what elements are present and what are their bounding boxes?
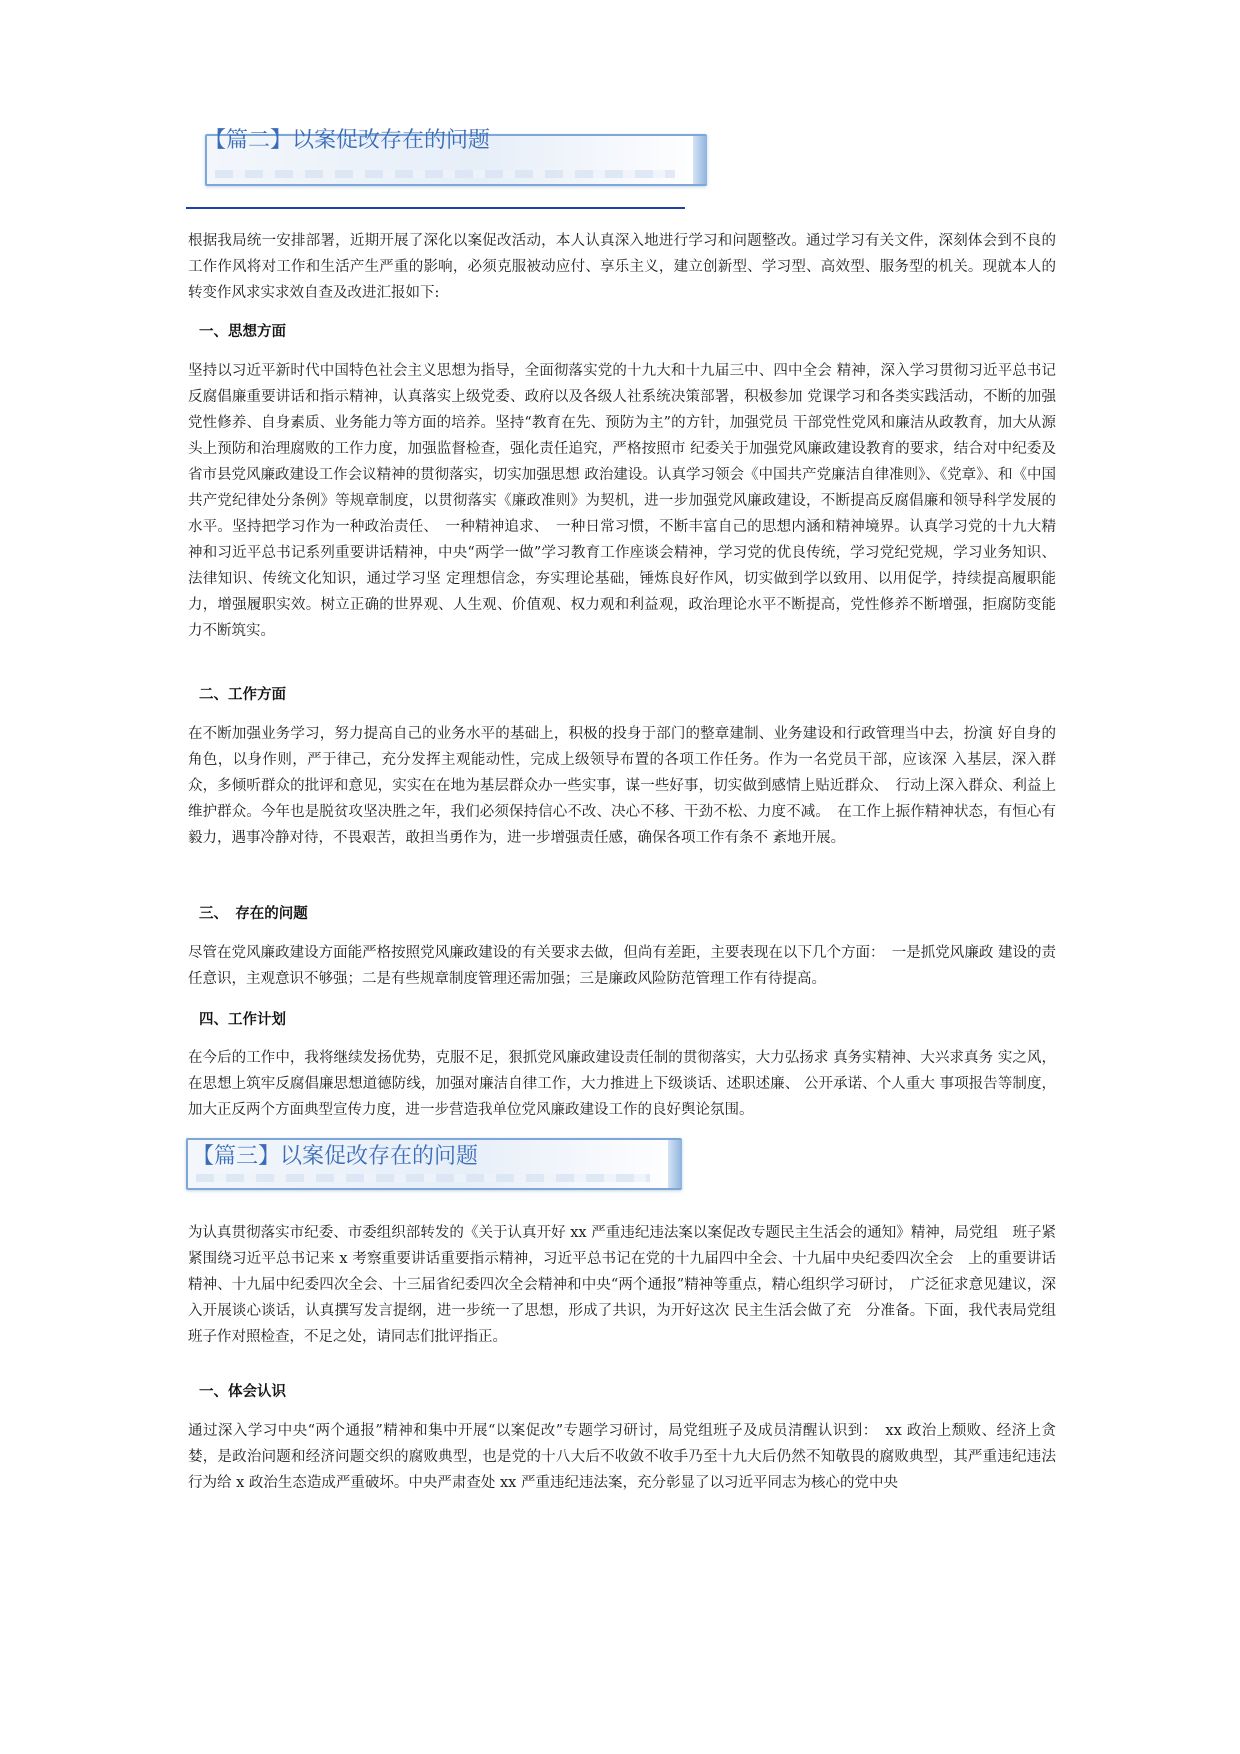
heading-plan: 四、工作计划 (199, 1012, 286, 1028)
paragraph-understanding: 通过深入学习中央“两个通报”精神和集中开展“以案促改”专题学习研讨，局党组班子及成员清醒认识到： xx 政治上颓败、经济上贪婪，是政治问题和经济问题交织的腐败典型，也是党的十八大后不收敛不收手乃至十九大后仍然不知敬畏的腐败典型，其严重违纪违法行为给 x 政治生态造成严重破坏。中央严肃查处 xx 严重违纪违法案，充分彰显了以习近平同志为核心的党中央 (188, 1423, 1056, 1491)
intro-paragraph: 为认真贯彻落实市纪委、市委组织部转发的《关于认真开好 xx 严重违纪违法案以案促改专题民主生活会的通知》精神，局党组 班子紧紧围绕习近平总书记来 x 考察重要讲话重要指示精神，习近平总书记在党的十九届四中全会、十九届中央纪委四次全会 上的重要讲话精神、十九届中纪委四次全会、十三届省纪委四次全会精神和中央“两个通报”精神等重点，精心组织学习研讨， 广泛征求意见建议，深入开展谈心谈话，认真撰写发言提纲，进一步统一了思想，形成了共识，为开好这次 民主生活会做了充 分准备。下面，我代表局党组班子作对照检查，不足之处，请同志们批评指正。 (188, 1225, 1056, 1345)
section-title: 【篇三】以案促改存在的问题 (192, 1144, 479, 1169)
section-title: 【篇二】以案促改存在的问题 (204, 128, 491, 153)
paragraph-plan: 在今后的工作中，我将继续发扬优势，克服不足，狠抓党风廉政建设责任制的贯彻落实，大力弘扬求 真务实精神、大兴求真务 实之风，在思想上筑牢反腐倡廉思想道德防线，加强对廉洁自律工作，大力推进上下级谈话、述职述廉、 公开承诺、个人重大 事项报告等制度，加大正反两个方面典型宣传力度，进一步营造我单位党风廉政建设工作的良好舆论氛围。 (188, 1050, 1056, 1118)
paragraph-thought: 坚持以习近平新时代中国特色社会主义思想为指导，全面彻落实党的十九大和十九届三中、四中全会 精神，深入学习贯彻习近平总书记反腐倡廉重要讲话和指示精神，认真落实上级党委、政府以及各级人社系统决策部署，积极参加 党课学习和各类实践活动，不断的加强党性修养、自身素质、业务能力等方面的培养。坚持“教育在先、预防为主”的方针，加强党员 干部党性党风和廉洁从政教育，加大从源头上预防和治理腐败的工作力度，加强监督检查，强化责任追究，严格按照市 纪委关于加强党风廉政建设教育的要求，结合对中纪委及省市县党风廉政建设工作会议精神的贯彻落实，切实加强思想 政治建设。认真学习领会《中国共产党廉洁自律准则》、《党章》、和《中国共产党纪律处分条例》等规章制度，以贯彻落实《廉政准则》为契机，进一步加强党风廉政建设，不断提高反腐倡廉和领导科学发展的水平。坚持把学习作为一种政治责任、 一种精神追求、 一种日常习惯，不断丰富自己的思想内涵和精神境界。认真学习党的十九大精神和习近平总书记系列重要讲话精神，中央“两学一做”学习教育工作座谈会精神，学习党的优良传统，学习党纪党规，学习业务知识、法律知识、传统文化知识，通过学习坚 定理想信念，夯实理论基础，锤炼良好作风，切实做到学以致用、以用促学，持续提高履职能力，增强履职实效。树立正确的世界观、人生观、价值观、权力观和利益观，政治理论水平不断提高，党性修养不断增强，拒腐防变能力不断筑实。 (188, 363, 1056, 639)
paragraph-problems: 尽管在党风廉政建设方面能严格按照党风廉政建设的有关要求去做，但尚有差距，主要表现在以下几个方面： 一是抓党风廉政 建设的责任意识，主观意识不够强；二是有些规章制度管理还需加强；三是廉政风险防范管理工作有待提高。 (188, 945, 1056, 987)
heading-understanding: 一、体会认识 (199, 1384, 286, 1400)
paragraph-work: 在不断加强业务学习，努力提高自己的业务水平的基础上，积极的投身于部门的整章建制、业务建设和行政管理当中去，扮演 好自身的角色，以身作则，严于律己，充分发挥主观能动性，完成上级领导布置的各项工作任务。作为一名党员干部，应该深 入基层，深入群众，多倾听群众的批评和意见，实实在在地为基层群众办一些实事，谋一些好事，切实做到感情上贴近群众、 行动上深入群众、利益上维护群众。今年也是脱贫攻坚决胜之年，我们必须保持信心不改、决心不移、干劲不松、力度不减。 在工作上振作精神状态，有恒心有毅力，遇事冷静对待，不畏艰苦，敢担当勇作为，进一步增强责任感，确保各项工作有条不 紊地开展。 (188, 726, 1056, 846)
heading-work: 二、工作方面 (199, 687, 286, 703)
intro-paragraph: 根据我局统一安排部署，近期开展了深化以案促改活动，本人认真深入地进行学习和问题整改。通过学习有关文件，深刻体会到不良的工作作风将对工作和生活产生严重的影响，必须克服被动应付、享乐主义，建立创新型、学习型、高效型、服务型的机关。现就本人的转变作风求实求效自查及改进汇报如下: (188, 233, 1056, 301)
banner-arrow-shape (668, 1140, 682, 1188)
heading-thought: 一、思想方面 (199, 324, 286, 340)
banner-arrow-shape (693, 136, 707, 184)
title-underline (186, 207, 685, 209)
heading-problems: 三、 存在的问题 (199, 906, 308, 922)
